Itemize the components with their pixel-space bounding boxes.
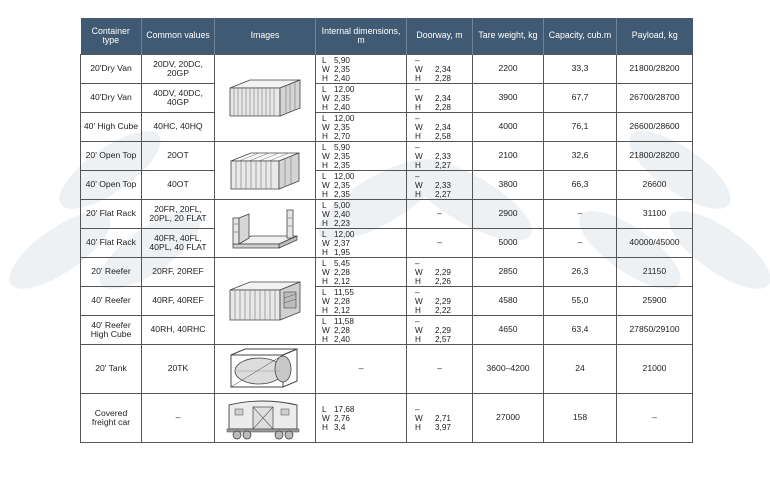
capacity: 33,3 <box>544 55 617 84</box>
header-tare-weight: Tare weight, kg <box>473 18 544 55</box>
tare-weight: 27000 <box>473 394 544 443</box>
table-row <box>81 316 693 345</box>
container-spec-table <box>80 18 693 443</box>
container-type: 20' Flat Rack <box>81 200 142 229</box>
common-values: 20TK <box>142 345 215 394</box>
payload: 26600/28600 <box>617 113 693 142</box>
tare-weight: 4580 <box>473 287 544 316</box>
doorway-dimensions: – W 2,34 H 2,28 <box>407 84 473 113</box>
internal-dimensions: L 12,00 W 2,37 H 1,95 <box>316 229 407 258</box>
tare-weight: 4650 <box>473 316 544 345</box>
capacity: 76,1 <box>544 113 617 142</box>
internal-dimensions: – <box>316 345 407 394</box>
container-type: 40' Reefer <box>81 287 142 316</box>
freight-car-icon <box>223 395 307 441</box>
common-values: 40RF, 40REF <box>142 287 215 316</box>
header-container-type: Container type <box>81 18 142 55</box>
internal-dimensions: L 5,45 W 2,28 H 2,12 <box>316 258 407 287</box>
table-row <box>81 394 693 443</box>
capacity: 63,4 <box>544 316 617 345</box>
doorway-dimensions: – W 2,29 H 2,26 <box>407 258 473 287</box>
common-values: 20RF, 20REF <box>142 258 215 287</box>
capacity: 158 <box>544 394 617 443</box>
image-cell-flat-rack <box>215 200 316 258</box>
table-row <box>81 55 693 84</box>
payload: 26700/28700 <box>617 84 693 113</box>
tare-weight: 5000 <box>473 229 544 258</box>
header-images: Images <box>215 18 316 55</box>
internal-dimensions: L 11,58 W 2,28 H 2,40 <box>316 316 407 345</box>
common-values: 40RH, 40RHC <box>142 316 215 345</box>
payload: 26600 <box>617 171 693 200</box>
container-type: Covered freight car <box>81 394 142 443</box>
common-values: 40DV, 40DC, 40GP <box>142 84 215 113</box>
doorway-dimensions: – W 2,33 H 2,27 <box>407 171 473 200</box>
header-internal-dimensions: Internal dimensions, m <box>316 18 407 55</box>
payload: 27850/29100 <box>617 316 693 345</box>
tare-weight: 2900 <box>473 200 544 229</box>
payload: 21800/28200 <box>617 142 693 171</box>
tare-weight: 2200 <box>473 55 544 84</box>
capacity: – <box>544 200 617 229</box>
internal-dimensions: L 11,55 W 2,28 H 2,12 <box>316 287 407 316</box>
payload: – <box>617 394 693 443</box>
internal-dimensions: L 5,90 W 2,35 H 2,40 <box>316 55 407 84</box>
container-type: 20' Reefer <box>81 258 142 287</box>
container-type: 20' Tank <box>81 345 142 394</box>
capacity: 24 <box>544 345 617 394</box>
table-row <box>81 171 693 200</box>
common-values: 40OT <box>142 171 215 200</box>
image-cell-reefer <box>215 258 316 345</box>
table-row <box>81 287 693 316</box>
payload: 31100 <box>617 200 693 229</box>
tank-container-icon <box>225 347 305 391</box>
container-type: 40' Reefer High Cube <box>81 316 142 345</box>
header-capacity: Capacity, cub.m <box>544 18 617 55</box>
payload: 40000/45000 <box>617 229 693 258</box>
doorway-dimensions: – <box>407 200 473 229</box>
container-type: 20' Open Top <box>81 142 142 171</box>
image-cell-freight-car <box>215 394 316 443</box>
payload: 21150 <box>617 258 693 287</box>
table-row <box>81 229 693 258</box>
common-values: 40FR, 40FL, 40PL, 40 FLAT <box>142 229 215 258</box>
internal-dimensions: L 5,00 W 2,40 H 2,23 <box>316 200 407 229</box>
table-row <box>81 345 693 394</box>
doorway-dimensions: – W 2,29 H 2,22 <box>407 287 473 316</box>
capacity: 67,7 <box>544 84 617 113</box>
payload: 21800/28200 <box>617 55 693 84</box>
internal-dimensions: L 17,68 W 2,76 H 3,4 <box>316 394 407 443</box>
capacity: – <box>544 229 617 258</box>
common-values: 40HC, 40HQ <box>142 113 215 142</box>
dry-container-icon <box>226 76 304 120</box>
image-cell-tank <box>215 345 316 394</box>
doorway-dimensions: – W 2,34 H 2,28 <box>407 55 473 84</box>
table-row <box>81 84 693 113</box>
reefer-container-icon <box>226 278 304 324</box>
tare-weight: 3800 <box>473 171 544 200</box>
capacity: 66,3 <box>544 171 617 200</box>
table-row <box>81 113 693 142</box>
common-values: 20OT <box>142 142 215 171</box>
image-cell-dry <box>215 55 316 142</box>
capacity: 26,3 <box>544 258 617 287</box>
common-values: 20DV, 20DC, 20GP <box>142 55 215 84</box>
capacity: 32,6 <box>544 142 617 171</box>
container-type: 40' High Cube <box>81 113 142 142</box>
internal-dimensions: L 5,90 W 2,35 H 2,35 <box>316 142 407 171</box>
doorway-dimensions: – W 2,71 H 3,97 <box>407 394 473 443</box>
container-type: 40'Dry Van <box>81 84 142 113</box>
payload: 21000 <box>617 345 693 394</box>
doorway-dimensions: – W 2,34 H 2,58 <box>407 113 473 142</box>
header-payload: Payload, kg <box>617 18 693 55</box>
capacity: 55,0 <box>544 287 617 316</box>
doorway-dimensions: – <box>407 345 473 394</box>
payload: 25900 <box>617 287 693 316</box>
flat-rack-container-icon <box>227 206 303 252</box>
tare-weight: 4000 <box>473 113 544 142</box>
container-type: 40' Open Top <box>81 171 142 200</box>
tare-weight: 3600–4200 <box>473 345 544 394</box>
internal-dimensions: L 12,00 W 2,35 H 2,40 <box>316 84 407 113</box>
header-common-values: Common values <box>142 18 215 55</box>
tare-weight: 3900 <box>473 84 544 113</box>
common-values: 20FR, 20FL, 20PL, 20 FLAT <box>142 200 215 229</box>
header-doorway: Doorway, m <box>407 18 473 55</box>
doorway-dimensions: – W 2,33 H 2,27 <box>407 142 473 171</box>
table-row <box>81 142 693 171</box>
doorway-dimensions: – W 2,29 H 2,57 <box>407 316 473 345</box>
container-type: 20'Dry Van <box>81 55 142 84</box>
internal-dimensions: L 12,00 W 2,35 H 2,35 <box>316 171 407 200</box>
table-row <box>81 200 693 229</box>
tare-weight: 2850 <box>473 258 544 287</box>
table-row <box>81 258 693 287</box>
header-row <box>81 18 693 55</box>
common-values: – <box>142 394 215 443</box>
container-type: 40' Flat Rack <box>81 229 142 258</box>
tare-weight: 2100 <box>473 142 544 171</box>
image-cell-open-top <box>215 142 316 200</box>
doorway-dimensions: – <box>407 229 473 258</box>
internal-dimensions: L 12,00 W 2,35 H 2,70 <box>316 113 407 142</box>
open-top-container-icon <box>227 149 303 193</box>
